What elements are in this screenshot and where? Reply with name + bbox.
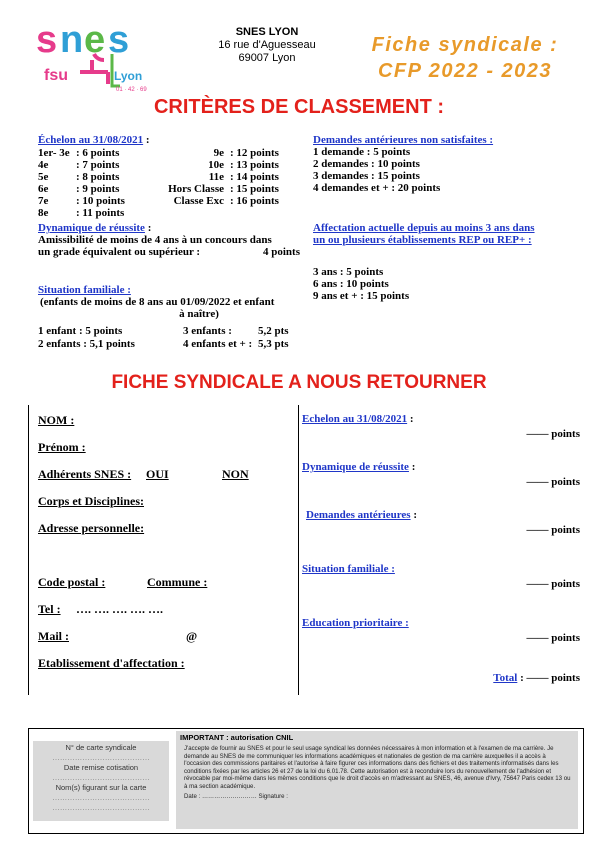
logo-graphic	[34, 14, 154, 94]
svg-text:fsu: fsu	[44, 67, 68, 84]
carte-dots[interactable]: …………………………………	[52, 753, 150, 762]
familiale-title: Situation familiale :	[38, 284, 131, 296]
anterieures-title: Demandes antérieures non satisfaites :	[313, 134, 494, 146]
tel-dots: …. …. …. …. ….	[76, 602, 163, 616]
list-item: 9e : 12 points	[213, 147, 279, 159]
oui-option[interactable]: OUI	[146, 467, 169, 481]
date-signature[interactable]: Date : ……………………… Signature :	[184, 792, 288, 800]
score-familiale	[302, 563, 580, 603]
score-familiale-label: Situation familiale :	[302, 563, 395, 575]
svg-text:01 · 42 · 69: 01 · 42 · 69	[116, 87, 147, 93]
list-item: 6e : 9 points	[38, 183, 120, 195]
dynamique-line-1: Amissibilité de moins de 4 ans à un concours dans	[38, 234, 272, 246]
score-echelon-label: Echelon au 31/08/2021	[302, 413, 408, 425]
noms-dots-1[interactable]: …………………………………	[52, 793, 150, 802]
list-item: 8e : 11 points	[38, 207, 125, 219]
echelon-right-list	[150, 147, 300, 207]
familiale-note-1: (enfants de moins de 8 ans au 01/09/2022 et enfant	[40, 296, 275, 308]
noms-dots-2[interactable]: …………………………………	[52, 803, 150, 812]
org-street: 16 rue d'Aguesseau	[218, 39, 316, 51]
list-item: 1er- 3e : 6 points	[38, 147, 120, 159]
list-item: 9 ans et + : 15 points	[313, 290, 410, 302]
svg-text:s: s	[36, 19, 58, 61]
anterieures-section	[313, 134, 573, 194]
snes-fsu-logo	[34, 14, 154, 94]
svg-text:Lyon: Lyon	[114, 69, 143, 83]
list-item: 3 demandes : 15 points	[313, 170, 420, 182]
list-item: 3 ans : 5 points	[313, 266, 384, 278]
criteres-heading: CRITÈRES DE CLASSEMENT :	[153, 96, 445, 118]
commune-field[interactable]: Commune :	[147, 575, 208, 589]
org-city: 69007 Lyon	[238, 52, 296, 64]
score-education-label: Education prioritaire :	[302, 617, 409, 629]
list-item: 1 enfant : 5 points 3 enfants : 5,2 pts	[38, 325, 289, 337]
total-points[interactable]: —— points	[526, 672, 580, 684]
affectation-section	[313, 222, 583, 302]
familiale-note-2: à naître)	[179, 308, 219, 320]
fiche-heading: FICHE SYNDICALE A NOUS RETOURNER	[111, 372, 487, 393]
list-item: 6 ans : 10 points	[313, 278, 389, 290]
mail-field[interactable]: Mail :	[38, 629, 69, 643]
svg-text:e: e	[84, 19, 106, 61]
prenom-field[interactable]: Prénom :	[38, 440, 86, 454]
svg-text:n: n	[60, 19, 84, 61]
dynamique-line-2: un grade équivalent ou supérieur :	[38, 246, 201, 258]
list-item: 5e : 8 points	[38, 171, 120, 183]
org-address	[212, 26, 322, 65]
adherents-label: Adhérents SNES :	[38, 467, 132, 481]
echelon-title: Échelon au 31/08/2021	[38, 134, 144, 146]
list-item: 11e : 14 points	[208, 171, 279, 183]
carte-panel	[33, 741, 169, 821]
list-item: 4 demandes et + : 20 points	[313, 182, 441, 194]
total-label: Total	[493, 672, 518, 684]
list-item: 2 enfants : 5,1 points 4 enfants et + : 5,3 pts	[38, 338, 289, 350]
date-remise-label: Date remise cotisation	[63, 763, 139, 772]
score-anterieures-points[interactable]: —— points	[526, 524, 580, 536]
dynamique-section: Dynamique de réussite : Amissibilité de moins de 4 ans à un concours dans un grade équivalent ou supérieur : 4 points	[38, 222, 300, 258]
tel-field[interactable]: Tel :	[38, 602, 61, 616]
svg-text:s: s	[108, 19, 130, 61]
affectation-title-2: un ou plusieurs établissements REP ou REP+ :	[313, 234, 532, 246]
date-dots[interactable]: …………………………………	[52, 773, 150, 782]
echelon-section: Échelon au 31/08/2021 :	[38, 134, 150, 146]
title-line-2: CFP 2022 - 2023	[377, 60, 553, 82]
carte-label: N° de carte syndicale	[65, 743, 137, 752]
dynamique-title: Dynamique de réussite	[38, 222, 145, 234]
score-anterieures: Demandes antérieures : —— points	[306, 509, 580, 536]
list-item: 7e : 10 points	[38, 195, 125, 207]
document-title	[340, 32, 590, 84]
score-echelon: Echelon au 31/08/2021 : —— points	[302, 413, 580, 440]
score-anterieures-label: Demandes antérieures	[306, 509, 411, 521]
org-name: SNES LYON	[235, 26, 299, 38]
score-education	[302, 617, 580, 657]
form-divider	[298, 405, 300, 695]
corps-field[interactable]: Corps et Disciplines:	[38, 494, 144, 508]
list-item: Classe Exc : 16 points	[173, 195, 279, 207]
score-total: Total : —— points	[493, 672, 580, 684]
non-option[interactable]: NON	[222, 467, 249, 481]
score-education-points[interactable]: —— points	[526, 632, 580, 644]
list-item: 2 demandes : 10 points	[313, 158, 420, 170]
list-item: Hors Classe : 15 points	[168, 183, 279, 195]
form-frame	[28, 405, 32, 695]
at-sign: @	[186, 629, 198, 643]
noms-label: Nom(s) figurant sur la carte	[55, 783, 147, 792]
score-dynamique-label: Dynamique de réussite	[302, 461, 409, 473]
dynamique-points: 4 points	[263, 246, 300, 258]
etablissement-field[interactable]: Etablissement d'affectation :	[38, 656, 185, 670]
affectation-title-1: Affectation actuelle depuis au moins 3 ans dans	[313, 222, 535, 234]
list-item: 10e : 13 points	[208, 159, 279, 171]
nom-field[interactable]: NOM :	[38, 413, 75, 427]
cnil-heading: IMPORTANT : autorisation CNIL	[180, 733, 294, 742]
score-dynamique-points[interactable]: —— points	[526, 476, 580, 488]
score-echelon-points[interactable]: —— points	[526, 428, 580, 440]
list-item: 1 demande : 5 points	[313, 146, 411, 158]
adresse-field[interactable]: Adresse personnelle:	[38, 521, 145, 535]
score-dynamique: Dynamique de réussite : —— points	[302, 461, 580, 488]
title-line-1: Fiche syndicale :	[371, 34, 559, 56]
familiale-section	[38, 284, 300, 351]
score-familiale-points[interactable]: —— points	[526, 578, 580, 590]
code-postal-field[interactable]: Code postal :	[38, 575, 106, 589]
cnil-text: J'accepte de fournir au SNES et pour le seul usage syndical les données nécessaires à mon information et à l'examen de ma carrière. Je demande au SNES de me communiquer les informations académiques et nationales de gestion de ma carrière auxquelles il a accès à l'occasion des commissions paritaires et l'autorise à faire figurer ces informations dans des fichiers et des traitements informatisés dans les conditions fixées par les articles 26 et 27 de la loi du 6.01.78. Cette autorisation est à reconduire lors du renouvellement de l'adhésion et révocable par moi-même dans les mêmes conditions que le droit d'accès en m'adressant au SNES, 46, avenue d'Ivry, 75647 Paris cedex 13 ou à ma section académique.	[184, 745, 571, 790]
list-item: 4e : 7 points	[38, 159, 120, 171]
cnil-panel	[176, 731, 578, 829]
